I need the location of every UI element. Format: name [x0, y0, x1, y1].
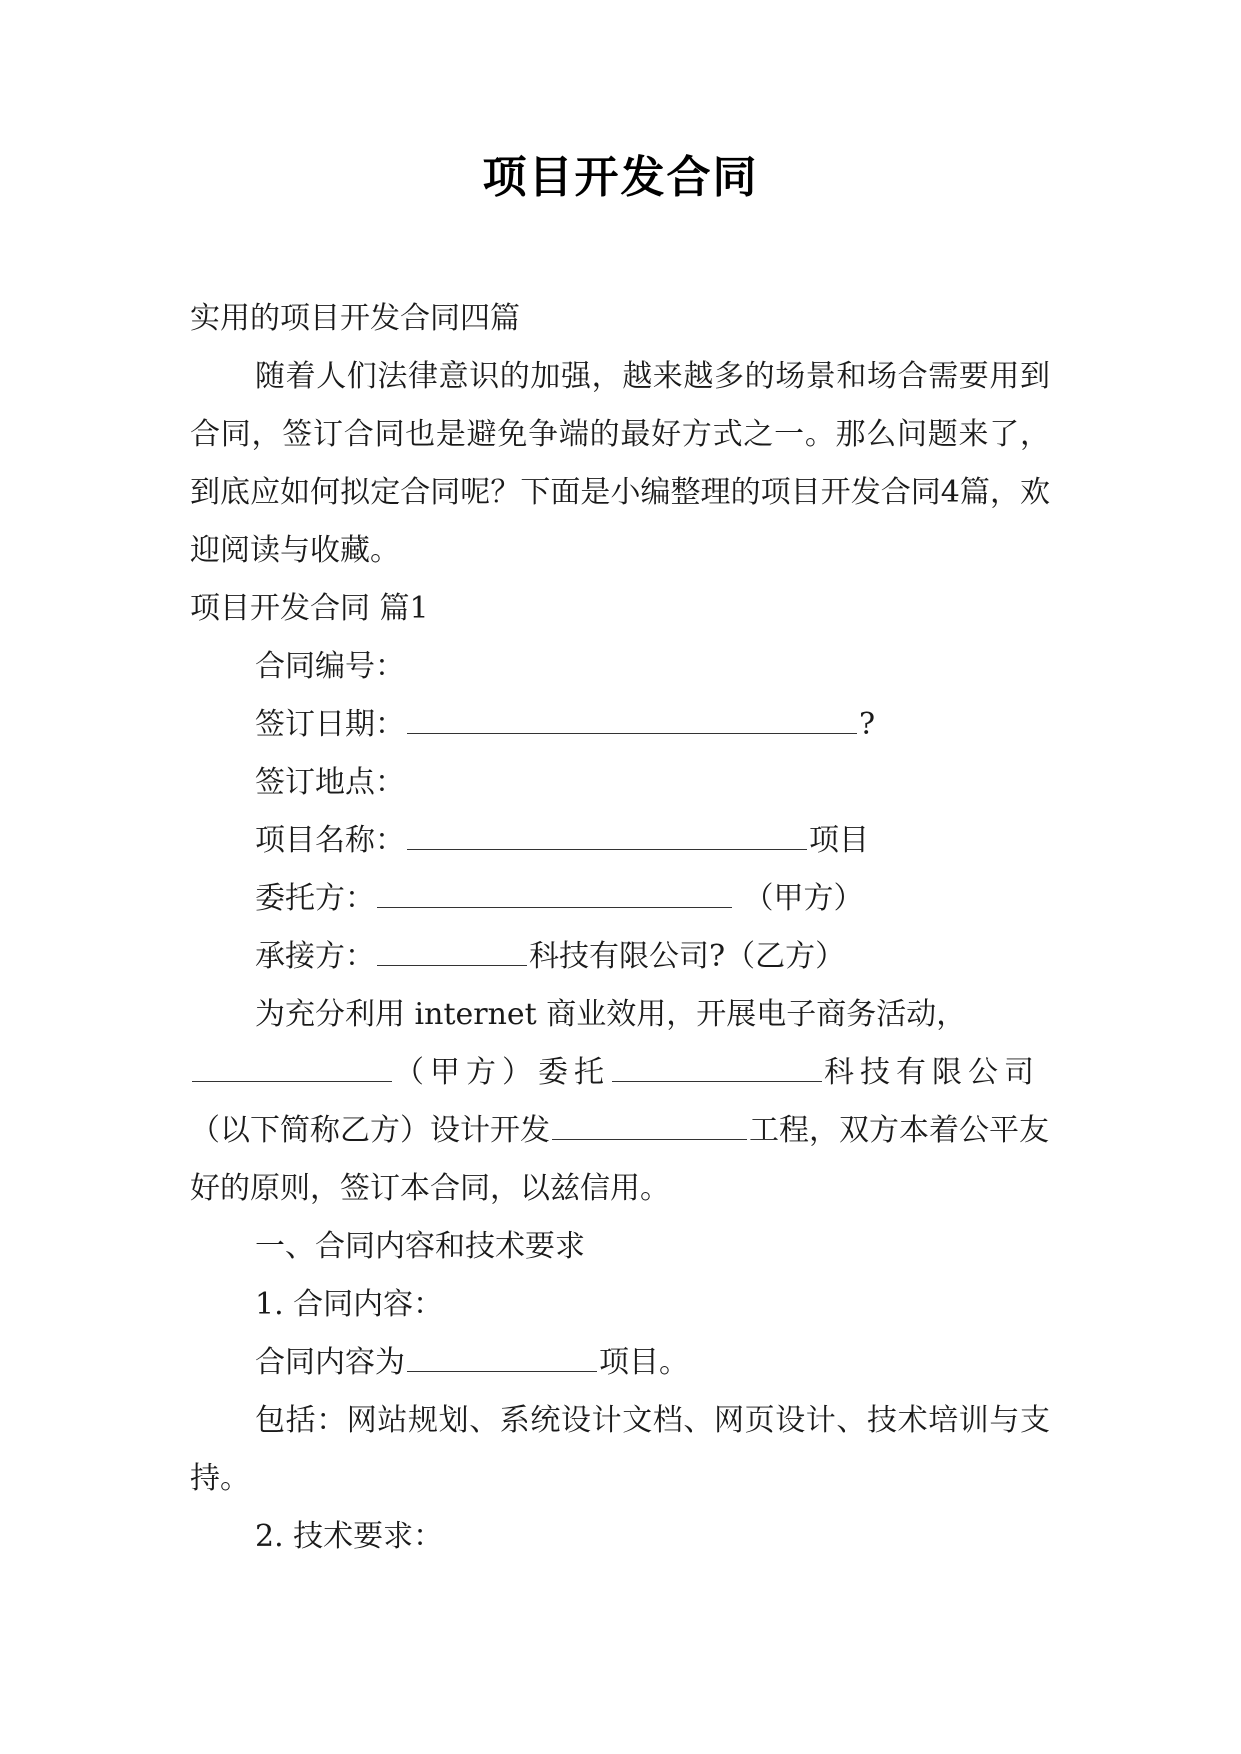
project-name-label: 项目名称： — [255, 823, 405, 858]
purpose-abbrev: （以下简称乙方）设计开发 — [190, 1113, 550, 1148]
client-suffix: （甲方） — [743, 881, 864, 916]
section-heading: 项目开发合同 篇1 — [190, 591, 429, 626]
intro-paragraph: 随着人们法律意识的加强，越来越多的场景和场合需要用到合同，签订合同也是避免争端的最好方式之一。那么问题来了，到底应如何拟定合同呢？下面是小编整理的项目开发合同4篇，欢迎阅读与收藏。 — [190, 359, 1050, 568]
purpose-line-3 — [190, 1102, 1050, 1218]
party-a-blank — [192, 1051, 392, 1082]
purpose-party-a: （甲方）委托 — [394, 1055, 610, 1090]
project-name-suffix: 项目 — [809, 823, 869, 858]
field-contractor — [190, 928, 1050, 986]
client-blank — [377, 877, 732, 908]
document-body — [190, 290, 1050, 1566]
purpose-line-1: 为充分利用 internet 商业效用，开展电子商务活动， — [255, 997, 967, 1032]
contractor-suffix: 科技有限公司?（乙方） — [529, 939, 846, 974]
field-project-name — [190, 812, 1050, 870]
field-sign-date — [190, 696, 1050, 754]
company-name-blank — [612, 1051, 822, 1082]
project-name-blank — [407, 819, 807, 850]
item-2-heading: 2. 技术要求： — [255, 1519, 444, 1554]
sign-date-suffix: ? — [859, 707, 876, 742]
sign-date-label: 签订日期： — [255, 707, 405, 742]
sign-date-blank — [407, 703, 857, 734]
purpose-closing: 工程，双方本着公平友好的原则，签订本合同，以兹信用。 — [190, 1113, 1049, 1206]
purpose-company: 科技有限公司 — [824, 1055, 1040, 1090]
contract-number-label: 合同编号： — [255, 649, 405, 684]
content-suffix: 项目。 — [599, 1345, 689, 1380]
contract-content-line — [190, 1334, 1050, 1392]
engineering-blank — [552, 1109, 747, 1140]
document-title: 项目开发合同 — [482, 152, 759, 203]
field-contract-number — [190, 638, 1050, 696]
item-1-heading: 1. 合同内容： — [255, 1287, 444, 1322]
includes-paragraph: 包括：网站规划、系统设计文档、网页设计、技术培训与支持。 — [190, 1403, 1050, 1496]
client-label: 委托方： — [255, 881, 375, 916]
field-sign-place — [190, 754, 1050, 812]
field-client — [190, 870, 1050, 928]
content-prefix: 合同内容为 — [255, 1345, 405, 1380]
clause-1-heading: 一、合同内容和技术要求 — [255, 1229, 585, 1264]
sign-place-label: 签订地点： — [255, 765, 405, 800]
contractor-blank — [377, 935, 527, 966]
document-subtitle: 实用的项目开发合同四篇 — [190, 301, 520, 336]
purpose-line-2 — [190, 1044, 1050, 1102]
contractor-label: 承接方： — [255, 939, 375, 974]
content-blank — [407, 1341, 597, 1372]
